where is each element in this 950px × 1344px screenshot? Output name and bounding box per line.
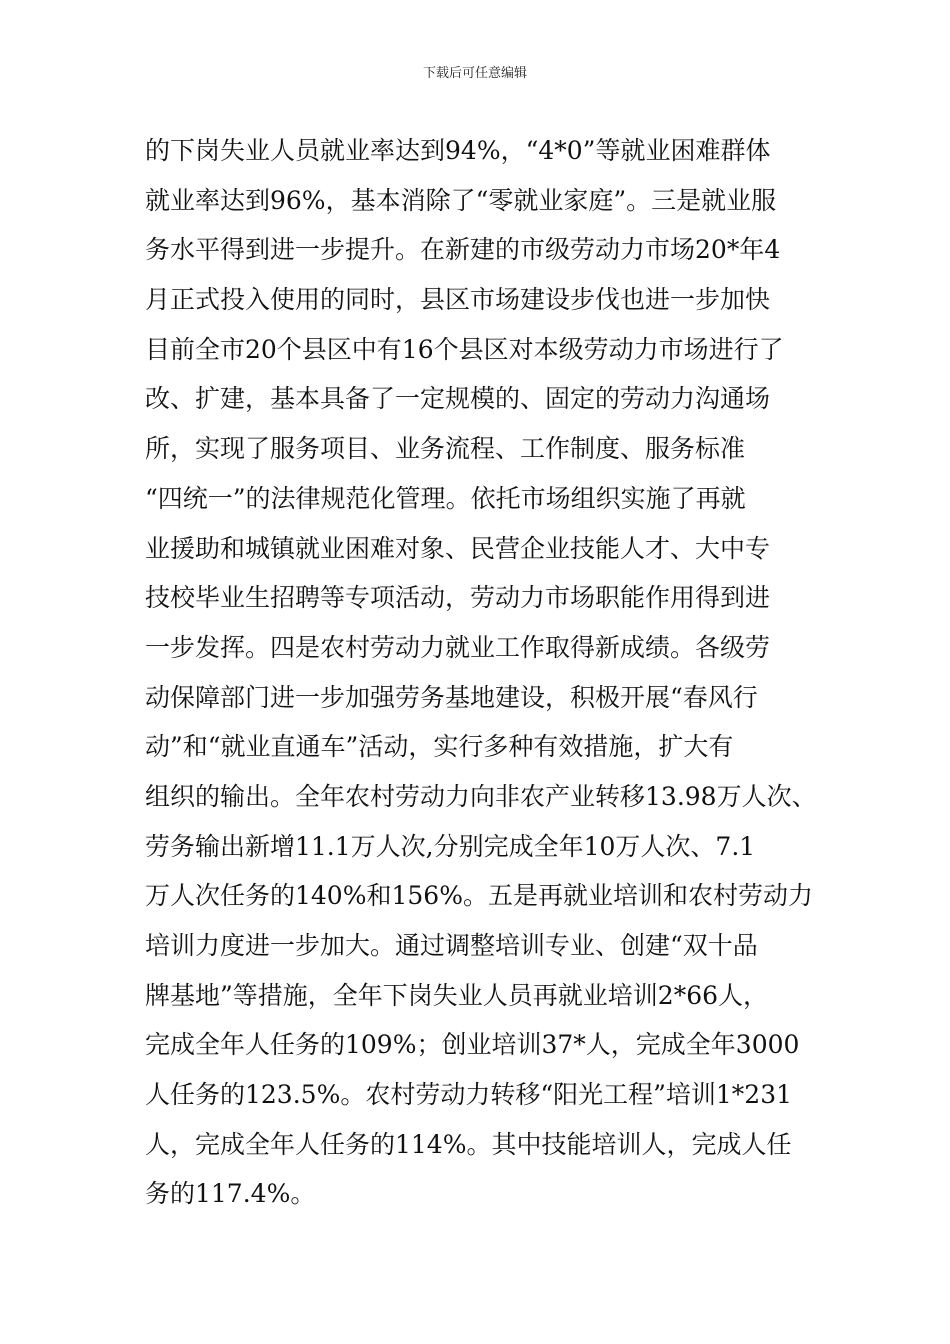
text-line: 月正式投入使用的同时，县区市场建设步伐也进一步加快 xyxy=(145,285,771,315)
text-line: 动”和“就业直通车”活动，实行多种有效措施，扩大有 xyxy=(145,732,734,762)
text-line: 所，实现了服务项目、业务流程、工作制度、服务标准 xyxy=(145,434,746,464)
text-line: 就业率达到96%，基本消除了“零就业家庭”。三是就业服 xyxy=(145,185,777,215)
text-line: 劳务输出新增11.1万人次,分别完成全年10万人次、7.1 xyxy=(145,831,756,861)
document-body xyxy=(145,126,815,1219)
text-line: 一步发挥。四是农村劳动力就业工作取得新成绩。各级劳 xyxy=(145,632,771,662)
text-line: 业援助和城镇就业困难对象、民营企业技能人才、大中专 xyxy=(145,533,771,563)
text-line: “四统一”的法律规范化管理。依托市场组织实施了再就 xyxy=(145,483,746,513)
text-line: 的下岗失业人员就业率达到94%，“4*0”等就业困难群体 xyxy=(145,136,771,165)
text-line: 组织的输出。全年农村劳动力向非农产业转移13.98万人次、 xyxy=(145,781,817,811)
text-line: 目前全市20个县区中有16个县区对本级劳动力市场进行了 xyxy=(145,334,784,364)
text-line: 人，完成全年人任务的114%。其中技能培训人，完成人任 xyxy=(145,1129,792,1159)
text-line: 人任务的123.5%。农村劳动力转移“阳光工程”培训1*231 xyxy=(145,1080,793,1110)
text-line: 培训力度进一步加大。通过调整培训专业、创建“双十品 xyxy=(145,931,758,960)
text-line: 动保障部门进一步加强劳务基地建设，积极开展“春风行 xyxy=(145,682,758,712)
text-line: 万人次任务的140%和156%。五是再就业培训和农村劳动力 xyxy=(145,881,813,911)
text-line: 技校毕业生招聘等专项活动，劳动力市场职能作用得到进 xyxy=(145,583,771,613)
text-line: 务的117.4%。 xyxy=(145,1179,316,1209)
text-line: 务水平得到进一步提升。在新建的市级劳动力市场20*年4 xyxy=(145,235,781,265)
text-line: 改、扩建，基本具备了一定规模的、固定的劳动力沟通场 xyxy=(145,384,771,414)
text-line: 牌基地”等措施，全年下岗失业人员再就业培训2*66人， xyxy=(145,980,769,1010)
page-header: 下载后可任意编辑 xyxy=(422,66,527,81)
text-line: 完成全年人任务的109%；创业培训37*人，完成全年3000 xyxy=(145,1030,800,1060)
